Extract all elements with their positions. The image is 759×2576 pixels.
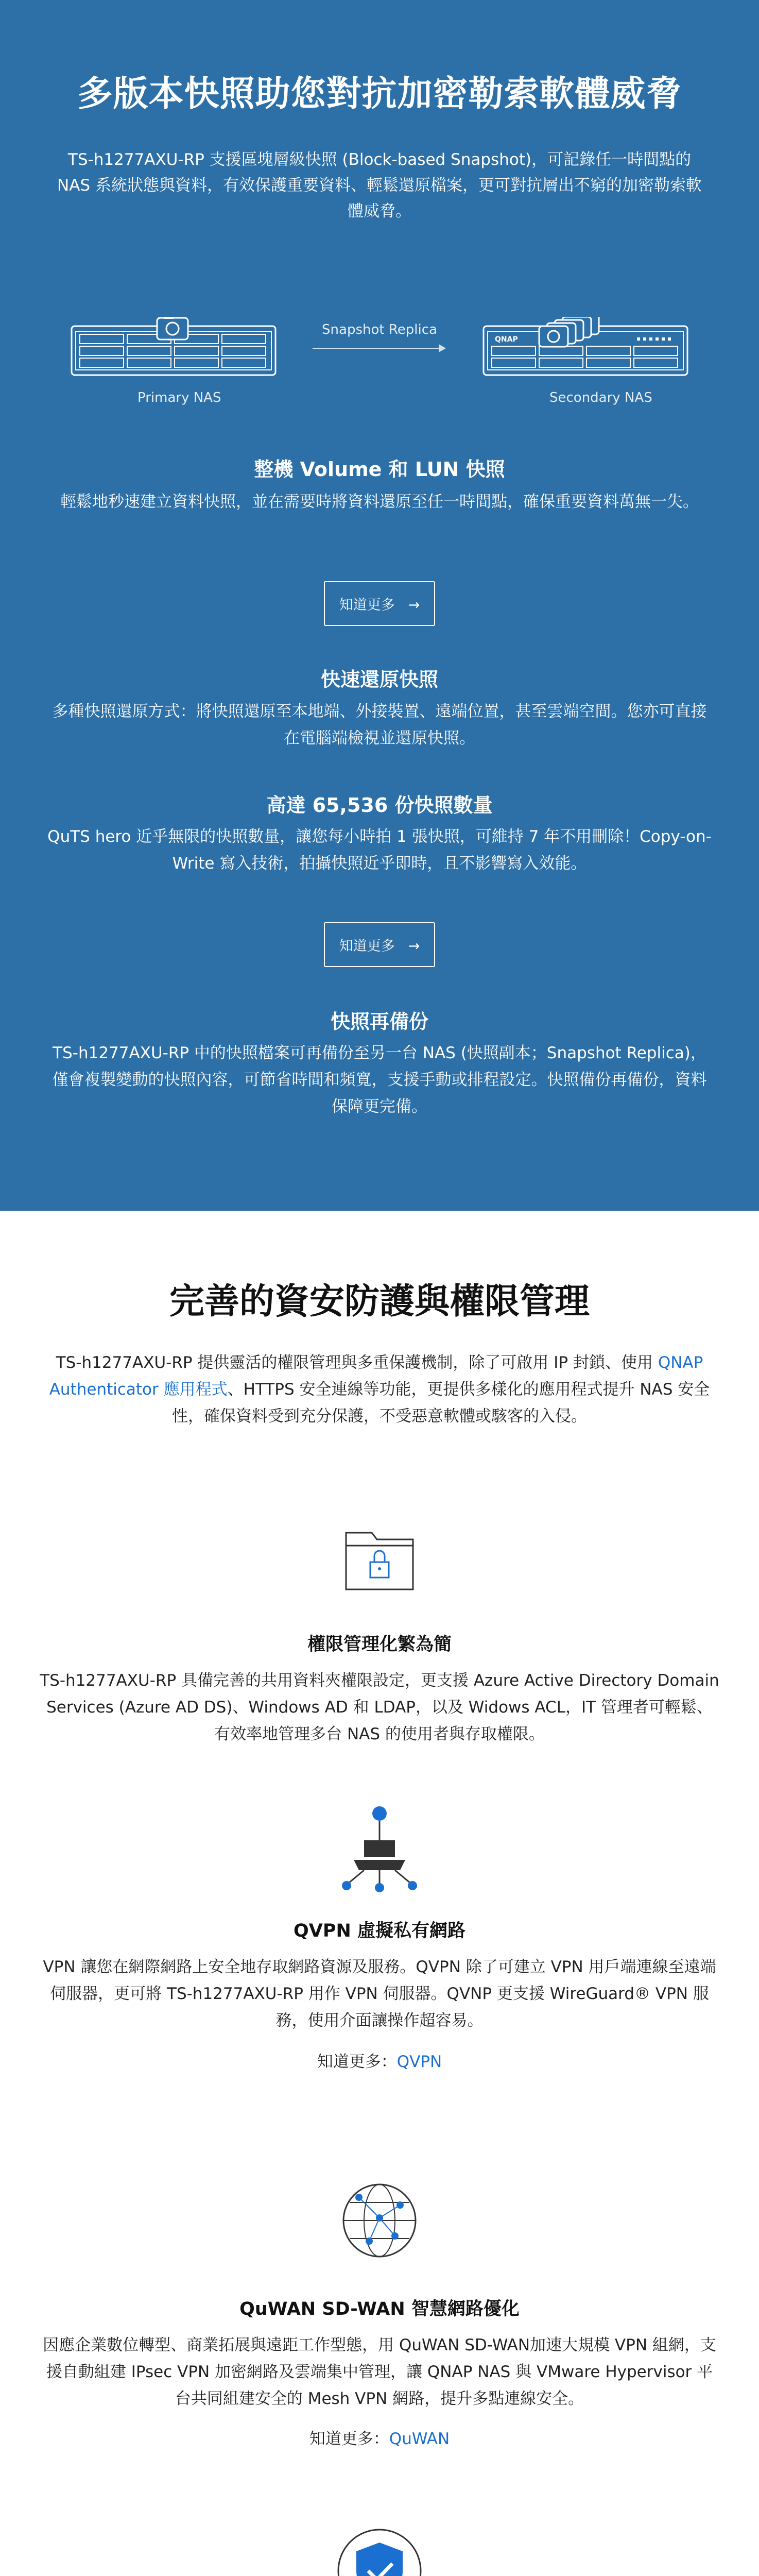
snapshot-volume-lun-title: 整機 Volume 和 LUN 快照 xyxy=(254,458,505,481)
feature-qvpn xyxy=(0,1793,759,2072)
feature-qvpn-learn-more: 知道更多：QVPN xyxy=(317,2053,442,2071)
secondary-nas-label: Secondary NAS xyxy=(549,390,652,405)
snapshot-replica-label: Snapshot Replica xyxy=(322,322,437,337)
feature-permissions-text: TS-h1277AXU-RP 具備完善的共用資料夾權限設定，更支援 Azure Active Directory Domain Services (Azure AD DS)、Windows AD 和 LDAP，以及 Widows ACL，IT 管理者可輕鬆、有效率地管理多台 NAS 的使用者與存取權限。 xyxy=(40,1671,719,1743)
quwan-link[interactable]: QuWAN xyxy=(389,2430,450,2448)
snapshot-section xyxy=(0,0,759,1211)
primary-nas-icon xyxy=(71,317,277,376)
feature-permissions-title: 權限管理化繁為簡 xyxy=(307,1634,452,1655)
snapshot-intro: TS-h1277AXU-RP 支援區塊層級快照 (Block-based Snapshot)，可記錄任一時間點的 NAS 系統狀態與資料，有效保護重要資料、輕鬆還原檔案，更可對抗層出不窮的加密勒索軟體威脅。 xyxy=(57,150,702,221)
snapshot-backup-text: TS-h1277AXU-RP 中的快照檔案可再備份至另一台 NAS (快照副本；Snapshot Replica)，僅會複製變動的快照內容，可節省時間和頻寬，支援手動或排程設定。快照備份再備份，資料保障更完備。 xyxy=(52,1044,707,1116)
arrow-right-icon: → xyxy=(408,938,420,954)
feature-qvpn-text: VPN 讓您在網際網路上安全地存取網路資源及服務。QVPN 除了可建立 VPN 用戶端連線至遠端伺服器，更可將 TS-h1277AXU-RP 用作 VPN 伺服器。QVNP 更支援 WireGuard® VPN 服務，使用介面讓操作超容易。 xyxy=(43,1958,716,2030)
secondary-nas-icon xyxy=(482,317,688,376)
shield-check-icon xyxy=(328,2519,431,2576)
feature-security-center xyxy=(0,2519,759,2576)
snapshot-replica-diagram xyxy=(71,270,688,425)
feature-quwan-title: QuWAN SD-WAN 智慧網路優化 xyxy=(239,2299,520,2319)
snapshot-count-text: QuTS hero 近乎無限的快照數量，讓您每小時拍 1 張快照，可維持 7 年不用刪除！Copy-on-Write 寫入技術，拍攝快照近乎即時，且不影響寫入效能。 xyxy=(47,827,712,873)
snapshot-restore-title: 快速還原快照 xyxy=(320,668,438,691)
qnap-logo: QNAP xyxy=(495,335,518,344)
replica-arrow-icon xyxy=(439,344,446,352)
feature-quwan xyxy=(0,2169,759,2449)
security-title: 完善的資安防護與權限管理 xyxy=(169,1281,590,1322)
folder-lock-icon xyxy=(328,1504,431,1607)
snapshot-count-title: 高達 65,536 份快照數量 xyxy=(266,794,493,817)
feature-permissions xyxy=(0,1504,759,1748)
learn-more-button-count[interactable]: 知道更多 → xyxy=(324,922,436,967)
replica-connector xyxy=(313,348,441,349)
learn-more-button-volume-lun[interactable]: 知道更多 → xyxy=(324,581,436,626)
qnap-authenticator-link[interactable]: QNAP Authenticator 應用程式 xyxy=(49,1353,703,1399)
arrow-right-icon: → xyxy=(408,597,420,613)
security-intro: TS-h1277AXU-RP 提供靈活的權限管理與多重保護機制，除了可啟用 IP 封鎖、使用 QNAP Authenticator 應用程式、HTTPS 安全連線等功能，更提供多樣化的應用程式提升 NAS 安全性，確保資料受到充分保護，不受惡意軟體或駭客的入侵。 xyxy=(49,1353,710,1426)
feature-quwan-learn-more: 知道更多：QuWAN xyxy=(309,2430,450,2448)
vpn-network-icon xyxy=(328,1793,431,1896)
snapshot-title: 多版本快照助您對抗加密勒索軟體威脅 xyxy=(77,74,682,114)
snapshot-backup-title: 快照再備份 xyxy=(330,1010,428,1033)
qvpn-link[interactable]: QVPN xyxy=(396,2053,442,2071)
primary-nas-label: Primary NAS xyxy=(137,390,221,405)
snapshot-volume-lun-text: 輕鬆地秒速建立資料快照，並在需要時將資料還原至任一時間點，確保重要資料萬無一失。 xyxy=(60,493,699,511)
security-section xyxy=(0,1211,759,2576)
feature-quwan-text: 因應企業數位轉型、商業拓展與遠距工作型態，用 QuWAN SD-WAN加速大規模 VPN 組網，支援自動組建 IPsec VPN 加密網路及雲端集中管理，讓 QNAP NAS 與 VMware Hypervisor 平台共同組建安全的 Mesh VPN 網路，提升多點連線安全。 xyxy=(43,2336,716,2408)
snapshot-restore-text: 多種快照還原方式：將快照還原至本地端、外接裝置、遠端位置，甚至雲端空間。您亦可直接在電腦端檢視並還原快照。 xyxy=(52,702,707,748)
feature-qvpn-title: QVPN 虛擬私有網路 xyxy=(294,1921,465,1941)
globe-mesh-icon xyxy=(328,2169,431,2272)
